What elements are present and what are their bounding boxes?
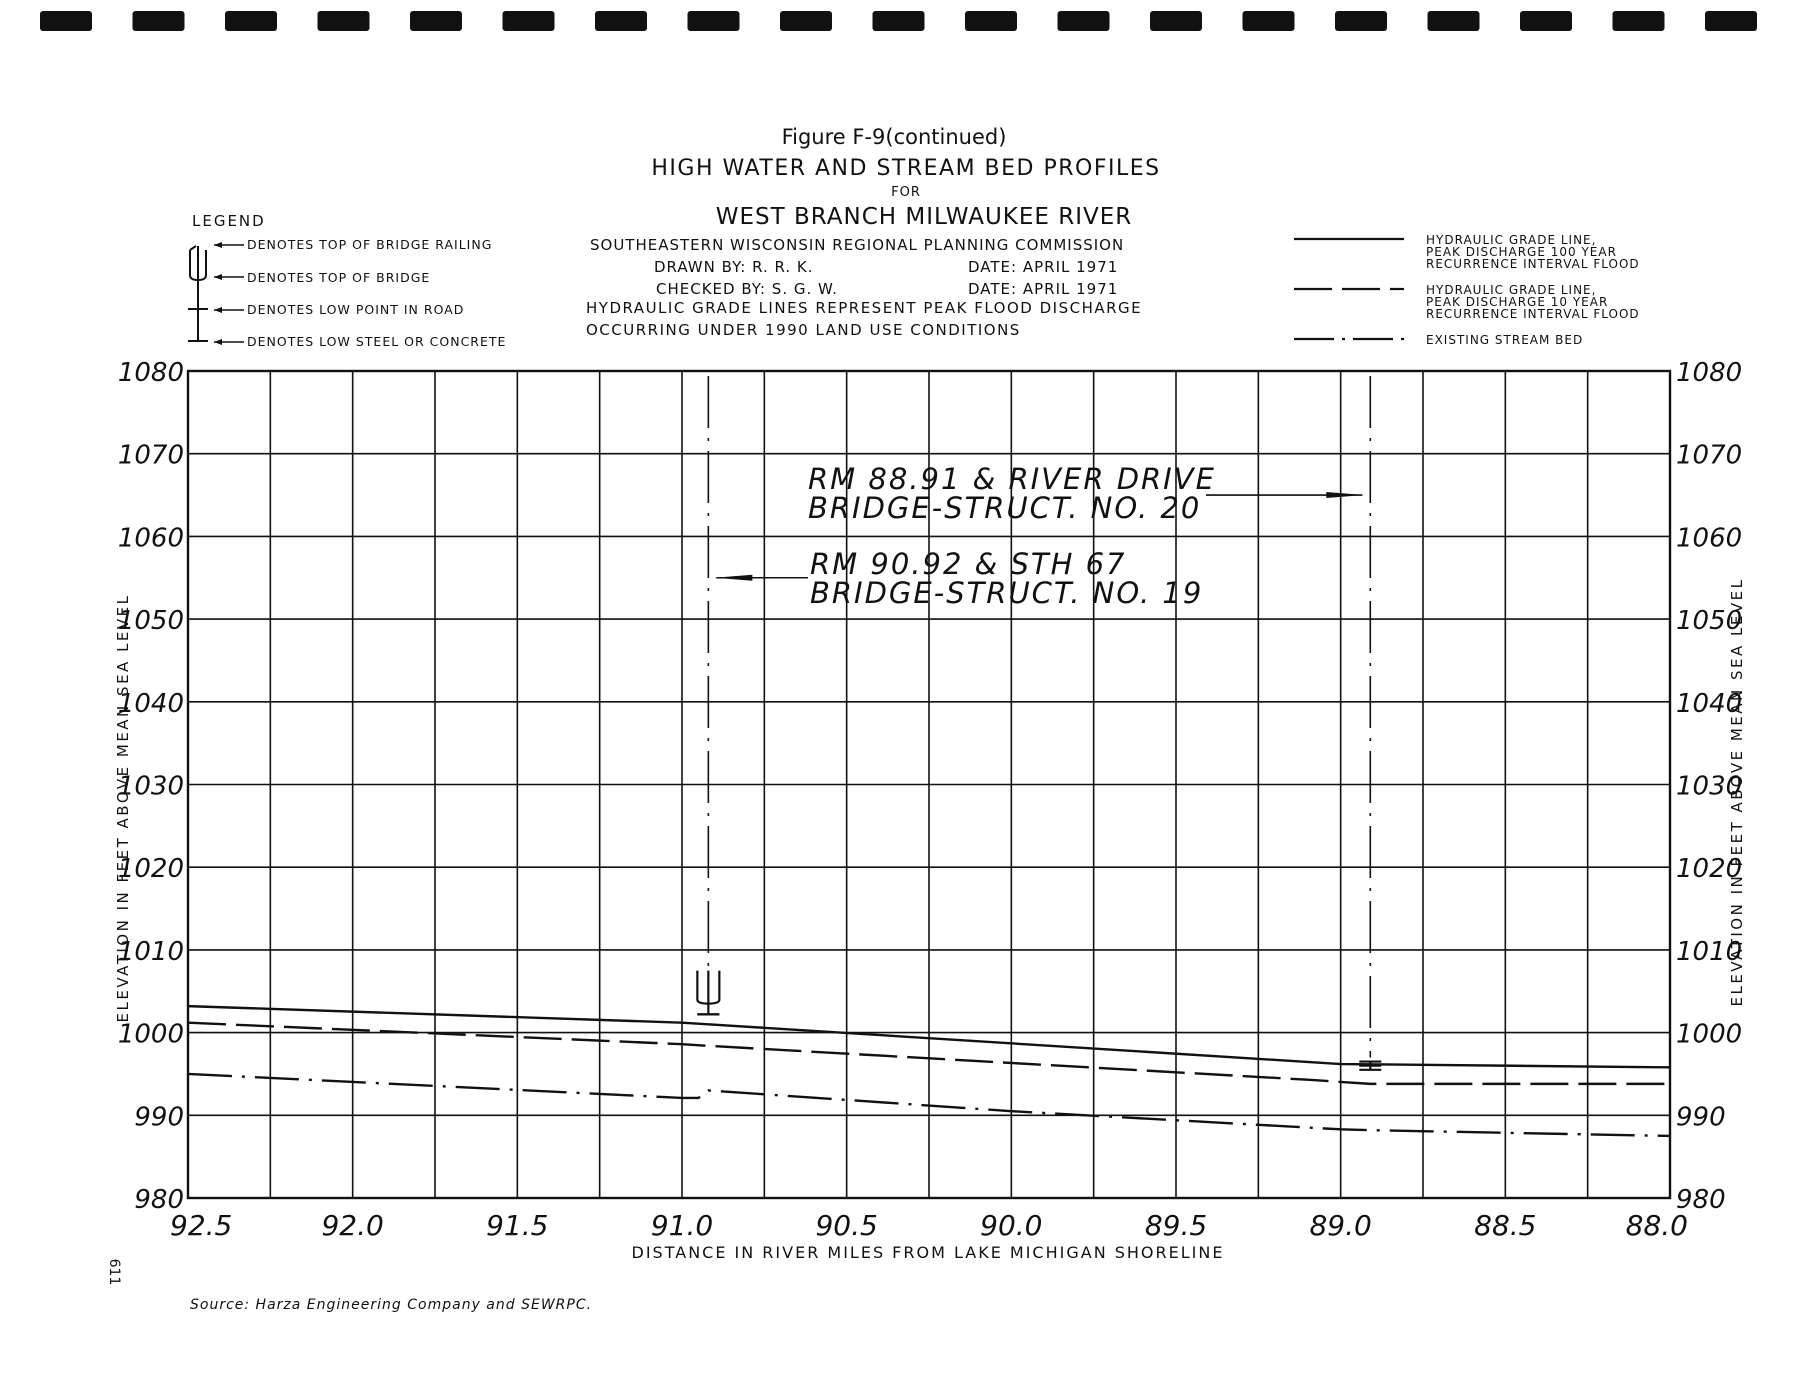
note-line-1: HYDRAULIC GRADE LINES REPRESENT PEAK FLOOD DISCHARGE — [586, 299, 1143, 317]
y-tick-label-left: 1020 — [117, 854, 184, 885]
x-axis-label: DISTANCE IN RIVER MILES FROM LAKE MICHIGAN SHORELINE — [631, 1243, 1225, 1262]
arrow-icon — [1326, 492, 1364, 498]
source-note: Source: Harza Engineering Company and SEWRPC. — [190, 1297, 593, 1313]
arrow-icon — [714, 575, 752, 581]
y-tick-label-right: 990 — [1676, 1102, 1726, 1133]
binder-hole — [1058, 11, 1110, 31]
binder-hole — [1428, 11, 1480, 31]
drawn-by: DRAWN BY: R. R. K. — [654, 258, 814, 276]
checked-by: CHECKED BY: S. G. W. — [656, 280, 838, 298]
legend-left — [188, 212, 506, 349]
y-tick-label-right: 1040 — [1676, 688, 1743, 719]
y-tick-label-left: 1060 — [117, 523, 184, 554]
x-tick-label: 91.0 — [650, 1209, 714, 1242]
legend-100yr-line2: PEAK DISCHARGE 100 YEAR — [1426, 245, 1617, 259]
binder-hole — [225, 11, 277, 31]
y-tick-label-left: 1050 — [117, 606, 184, 637]
x-tick-labels — [170, 1209, 1688, 1242]
annotation-bridge-19-line2: BRIDGE-STRUCT. NO. 19 — [810, 576, 1204, 610]
y-tick-label-left: 990 — [134, 1102, 184, 1133]
legend-100yr-line3: RECURRENCE INTERVAL FLOOD — [1426, 257, 1640, 271]
x-tick-label: 90.5 — [815, 1209, 878, 1242]
page-number: 611 — [106, 1258, 122, 1286]
legend-streambed-label: EXISTING STREAM BED — [1426, 333, 1584, 347]
binder-hole — [873, 11, 925, 31]
y-tick-label-left: 1000 — [117, 1019, 184, 1050]
x-tick-label: 88.5 — [1474, 1209, 1537, 1242]
binder-hole — [133, 11, 185, 31]
y-tick-label-left: 1080 — [117, 358, 184, 388]
legend-right — [1294, 233, 1640, 347]
note-line-2: OCCURRING UNDER 1990 LAND USE CONDITIONS — [586, 321, 1021, 339]
figure-label: Figure F-9(continued) — [781, 125, 1007, 149]
arrow-icon — [214, 242, 222, 345]
y-tick-label-right: 1060 — [1676, 523, 1743, 554]
x-tick-label: 90.0 — [980, 1209, 1043, 1242]
binder-hole — [1335, 11, 1387, 31]
annotation-bridge-20-line1: RM 88.91 & RIVER DRIVE — [808, 462, 1216, 496]
binder-hole — [40, 11, 92, 31]
y-tick-label-right: 1080 — [1676, 358, 1743, 388]
bridge-symbol-icon — [188, 246, 208, 342]
legend-item-low-steel: DENOTES LOW STEEL OR CONCRETE — [247, 334, 507, 349]
legend-item-railing: DENOTES TOP OF BRIDGE RAILING — [247, 237, 493, 252]
y-tick-label-left: 1010 — [117, 936, 184, 967]
y-tick-label-left: 1030 — [117, 771, 184, 802]
y-tick-label-right: 1030 — [1676, 771, 1743, 802]
binder-hole — [965, 11, 1017, 31]
legend-title: LEGEND — [192, 212, 266, 230]
legend-10yr-line3: RECURRENCE INTERVAL FLOOD — [1426, 307, 1640, 321]
binder-hole — [410, 11, 462, 31]
y-tick-label-left: 980 — [134, 1185, 184, 1215]
checked-date: DATE: APRIL 1971 — [968, 280, 1119, 298]
binder-hole — [1705, 11, 1757, 31]
chart-subtitle: WEST BRANCH MILWAUKEE RIVER — [715, 204, 1133, 230]
annotation-bridge-19-line1: RM 90.92 & STH 67 — [810, 547, 1127, 581]
binder-hole — [1613, 11, 1665, 31]
y-tick-label-right: 1010 — [1676, 936, 1743, 967]
y-tick-label-right: 980 — [1676, 1185, 1726, 1215]
agency-name: SOUTHEASTERN WISCONSIN REGIONAL PLANNING COMMISSION — [590, 236, 1125, 254]
x-tick-label: 89.5 — [1144, 1209, 1208, 1242]
legend-10yr-line2: PEAK DISCHARGE 10 YEAR — [1426, 295, 1609, 309]
title-for: FOR — [891, 185, 921, 200]
y-axis-label-left: ELEVATION IN FEET ABOVE MEAN SEA LEVEL — [114, 593, 132, 1023]
x-tick-label: 89.0 — [1309, 1209, 1372, 1242]
y-tick-label-left: 1040 — [117, 688, 184, 719]
x-tick-label: 91.5 — [486, 1209, 549, 1242]
binder-hole — [688, 11, 740, 31]
y-axis-label-right: ELEVATION IN FEET ABOVE MEAN SEA LEVEL — [1728, 577, 1746, 1007]
x-tick-label: 92.5 — [170, 1209, 233, 1242]
binder-hole — [1150, 11, 1202, 31]
legend-item-top-of-bridge: DENOTES TOP OF BRIDGE — [247, 270, 431, 285]
drawn-date: DATE: APRIL 1971 — [968, 258, 1119, 276]
binder-hole — [1520, 11, 1572, 31]
y-tick-label-right: 1070 — [1676, 440, 1743, 471]
chart-title: HIGH WATER AND STREAM BED PROFILES — [651, 156, 1161, 181]
binder-hole — [1243, 11, 1295, 31]
legend-10yr-line1: HYDRAULIC GRADE LINE, — [1426, 283, 1597, 297]
binder-hole — [780, 11, 832, 31]
y-tick-label-right: 1000 — [1676, 1019, 1743, 1050]
y-tick-label-right: 1050 — [1676, 606, 1743, 637]
x-tick-label: 88.0 — [1625, 1209, 1688, 1242]
y-tick-label-left: 1070 — [117, 440, 184, 471]
binder-hole — [595, 11, 647, 31]
legend-item-low-point: DENOTES LOW POINT IN ROAD — [247, 302, 465, 317]
binder-holes — [40, 11, 1757, 31]
annotation-bridge-20-line2: BRIDGE-STRUCT. NO. 20 — [808, 491, 1202, 525]
legend-100yr-line1: HYDRAULIC GRADE LINE, — [1426, 233, 1597, 247]
binder-hole — [318, 11, 370, 31]
x-tick-label: 92.0 — [321, 1209, 384, 1242]
binder-hole — [503, 11, 555, 31]
y-tick-label-right: 1020 — [1676, 854, 1743, 885]
